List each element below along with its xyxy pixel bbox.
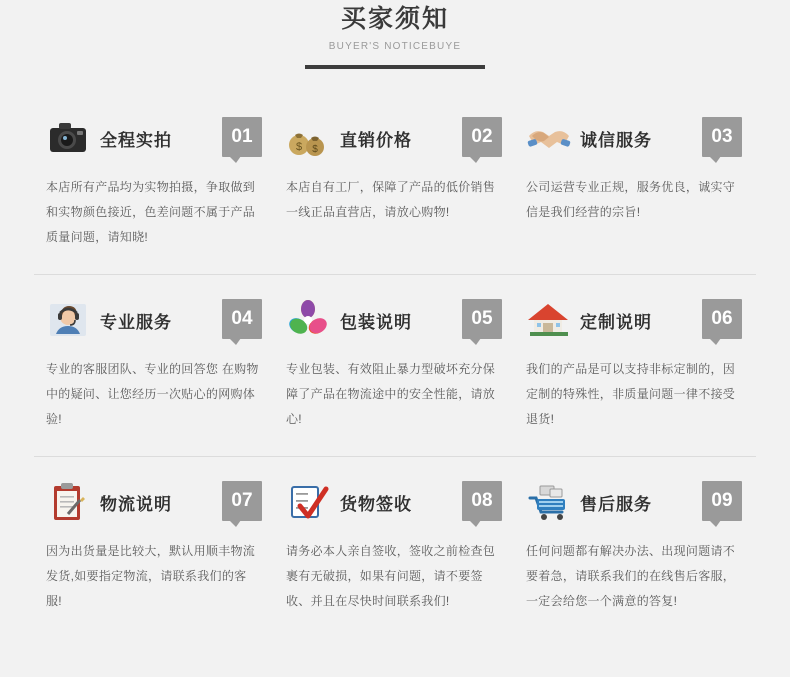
notice-number: 02 — [462, 117, 502, 157]
notice-text: 专业包装、有效阻止暴力型破坏充分保障了产品在物流途中的安全性能，请放心! — [286, 362, 496, 426]
notice-text: 我们的产品是可以支持非标定制的，因定制的特殊性，非质量问题一律不接受退货! — [526, 362, 736, 426]
camera-icon — [46, 116, 92, 160]
notice-cell — [274, 457, 514, 638]
notice-title: 直销价格 — [340, 130, 412, 150]
notice-cell-head — [286, 115, 502, 161]
header-divider — [305, 65, 485, 69]
checklist-icon — [286, 480, 332, 524]
notice-cell — [514, 275, 754, 456]
notice-cell — [514, 457, 754, 638]
svg-text:$: $ — [312, 144, 318, 155]
svg-text:$: $ — [295, 141, 303, 153]
notice-text: 公司运营专业正规，服务优良，诚实守信是我们经营的宗旨! — [526, 180, 736, 219]
notice-number: 08 — [462, 481, 502, 521]
notice-cell — [34, 457, 274, 638]
notice-cell-head — [526, 297, 742, 343]
house-icon — [526, 298, 572, 342]
notice-cell-head — [286, 297, 502, 343]
notice-cell-head — [46, 297, 262, 343]
money-bags-icon — [286, 116, 332, 160]
notice-cell-head — [46, 479, 262, 525]
notice-title: 诚信服务 — [580, 130, 652, 150]
notice-title: 物流说明 — [100, 494, 172, 514]
color-pinwheel-icon — [286, 298, 332, 342]
notice-number: 07 — [222, 481, 262, 521]
notice-title: 定制说明 — [580, 312, 652, 332]
notice-title: 售后服务 — [580, 494, 652, 514]
notice-text: 任何问题都有解决办法、出现问题请不要着急，请联系我们的在线售后客服，一定会给您一个满意的答复! — [526, 544, 736, 608]
notice-cell-head — [46, 115, 262, 161]
notice-cell-head — [526, 479, 742, 525]
notice-title: 货物签收 — [340, 494, 412, 514]
notice-text: 请务必本人亲自签收，签收之前检查包裹有无破损，如果有问题，请不要签收、并且在尽快时间联系我们! — [286, 544, 496, 608]
notice-number: 01 — [222, 117, 262, 157]
page-subtitle: BUYER'S NOTICEBUYE — [328, 41, 462, 52]
page-header — [0, 0, 790, 69]
notice-number: 09 — [702, 481, 742, 521]
notice-number: 05 — [462, 299, 502, 339]
notice-text: 本店自有工厂，保障了产品的低价销售一线正品直营店，请放心购物! — [286, 180, 496, 219]
notice-cell — [274, 275, 514, 456]
notice-number: 03 — [702, 117, 742, 157]
notice-number: 04 — [222, 299, 262, 339]
notice-cell — [274, 93, 514, 274]
notice-text: 专业的客服团队、专业的回答您 在购物中的疑问、让您经历一次贴心的网购体验! — [46, 362, 259, 426]
notice-cell-head — [526, 115, 742, 161]
page-title: 买家须知 — [340, 5, 449, 33]
notice-cell — [34, 93, 274, 274]
notice-title: 包装说明 — [340, 312, 412, 332]
notice-text: 本店所有产品均为实物拍摄，争取做到和实物颜色接近，色差问题不属于产品质量问题，请知晓! — [46, 180, 256, 244]
clipboard-icon — [46, 480, 92, 524]
notice-cell — [34, 275, 274, 456]
notice-grid — [0, 93, 790, 638]
notice-cell-head — [286, 479, 502, 525]
notice-title: 专业服务 — [100, 312, 172, 332]
notice-text: 因为出货量是比较大，默认用顺丰物流发货,如要指定物流，请联系我们的客服! — [46, 544, 256, 608]
notice-cell — [514, 93, 754, 274]
notice-number: 06 — [702, 299, 742, 339]
handshake-icon — [526, 116, 572, 160]
notice-title: 全程实拍 — [100, 130, 172, 150]
headset-agent-icon — [46, 298, 92, 342]
shopping-cart-icon — [526, 480, 572, 524]
